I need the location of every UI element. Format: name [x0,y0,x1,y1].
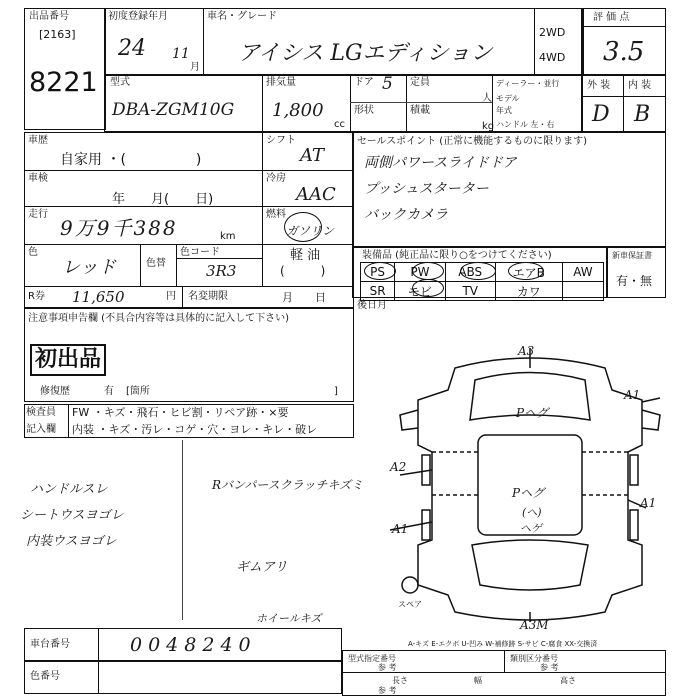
car-name-value: アイシス LGエディション [238,41,493,66]
capacity-label: 定員 [410,77,430,88]
registration-month: 11 [172,46,190,62]
mileage-unit: km [220,231,236,242]
equip-sr: SR [361,282,395,301]
lot-sub-number: [2163] [39,28,76,41]
inspector-row-1: FW ・キズ・飛石・ヒビ割・リペア跡・×要 [72,406,289,419]
equip-leather: カワ [495,282,562,301]
color-no-label: 色番号 [30,671,60,682]
car-name-label: 車名・グレード [207,11,277,22]
drive-box [534,8,584,76]
circle-abs [460,262,496,280]
equipment-label: 装備品 (純正品に限り○をつけてください) [362,250,552,261]
mark-right-mid: A1 [640,496,657,510]
repair-value: 有 [104,386,114,397]
legend: A-キズ E-エクボ U-凹み W-補修跡 S-サビ C-腐食 XX-交換済 [408,640,598,648]
mileage-value: 9万9千388 [60,216,178,240]
circle-mobile [412,279,444,297]
height-label: 高さ [560,676,576,685]
color-no-box [24,660,342,694]
ext-grade-value: D [592,102,610,127]
mark-rear-note: ヘゲ [520,522,542,535]
doors-value: 5 [382,74,393,94]
load-label: 積載 [410,105,430,116]
displacement-value: 1,800 [272,100,324,121]
mark-hood: Pヘグ [516,406,549,420]
equip-airbag: エアB [495,263,562,282]
registration-year: 24 [118,36,146,61]
ref-2: 参 考 [540,663,559,672]
mark-front: A3 [518,344,535,358]
history-value: 自家用 ・( ) [60,152,202,168]
equip-pw: PW [395,263,445,282]
mark-roof: Pヘグ [512,486,545,500]
repair-label: 修復歴 [40,386,70,397]
dealer-line2: モデル [496,94,520,103]
warranty-value: 有・無 [616,274,653,288]
doors-label: ドア [354,77,374,88]
ac-value: AAC [296,184,336,205]
equip-empty [562,282,603,301]
warranty-label: 新車保証書 [612,251,652,260]
ref-1: 参 考 [378,663,397,672]
color-change-label: 色替 [146,258,166,269]
history-label: 車歴 [28,135,48,146]
mileage-label: 走行 [28,209,48,220]
chassis-label: 車台番号 [30,639,70,650]
lot-box [24,8,106,130]
ac-label: 冷房 [266,173,286,184]
inspection-text: 年 月( 日) [112,192,214,207]
width-label: 幅 [474,676,482,685]
first-listing-stamp: 初出品 [30,344,106,376]
mark-spare: スペア [398,600,422,609]
repair-end: ] [334,386,338,397]
dealer-line1: ディーラー・並行 [496,79,560,88]
chassis-value: 0048240 [130,634,257,656]
deadline-label: 名変期限 [188,291,228,302]
fuel-other: ( ) [280,264,326,278]
mark-roof-note: (ヘ) [522,506,542,519]
capacity-unit: 人 [482,93,492,104]
remark-left-1: ハンドルスレ [30,482,108,497]
color-code-value: 3R3 [206,262,237,280]
drive-2wd: 2WD [539,26,566,39]
mark-left-low: A1 [392,522,409,536]
score-label: 評 価 点 [593,12,630,23]
rear-seat-label: 後日月 [357,300,387,311]
recycle-unit: 円 [166,291,176,302]
shift-label: シフト [266,135,296,146]
selling-point-3: バックカメラ [364,207,448,223]
equip-ps: PS [361,263,395,282]
score-box [582,8,666,76]
shift-value: AT [300,145,325,166]
class-label: 類別区分番号 [510,654,558,663]
length-label: 長さ [392,676,408,685]
fuel-label: 燃料 [266,209,286,220]
remark-left-3: 内装ウスヨゴレ [26,534,117,549]
deadline-text: 月 日 [282,291,326,304]
fuel-gasoline: ガソリン [286,224,335,238]
selling-point-1: 両側パワースライドドア [364,155,517,171]
shape-label: 形状 [354,105,374,116]
fuel-diesel: 軽 油 [290,248,321,263]
ext-grade-label: 外 装 [587,80,611,91]
drive-4wd: 4WD [539,51,566,64]
mark-rear: A3M [520,618,549,632]
equip-abs: ABS [445,263,495,282]
notes-label: 注意事項申告欄 (不具合内容等は具体的に記入して下さい) [28,313,289,324]
recycle-label: R券 [28,291,45,302]
circle-pw [412,262,444,280]
equip-aw: AW [562,263,603,282]
recycle-value: 11,650 [72,288,125,306]
registration-label: 初度登録年月 [108,11,168,22]
int-grade-label: 内 装 [628,80,652,91]
load-unit: kg [482,121,495,132]
score-value: 3.5 [603,37,645,67]
remark-right-1: Rバンパースクラッチキズミ [212,478,364,492]
color-code-label: 色コード [180,247,220,258]
dealer-line4: ハンドル 左・右 [496,120,555,129]
inspector-label-1: 検査員 [26,407,56,418]
selling-point-2: プッシュスターター [364,181,489,197]
circle-ps [364,262,396,280]
displacement-label: 排気量 [266,77,296,88]
mark-front-right: A1 [624,388,641,402]
type-label: 型式指定番号 [348,654,396,663]
equip-tv: TV [445,282,495,301]
repair-place: [箇所 [126,386,150,397]
inspector-row-2: 内装 ・キズ・汚レ・コゲ・穴・ヨレ・キレ・破レ [72,423,318,436]
remark-right-3: ホイールキズ [256,612,322,625]
remark-right-2: ギムアリ [236,560,288,575]
registration-month-unit: 月 [190,62,200,73]
lot-label: 出品番号 [29,11,69,22]
circle-airbag [508,262,544,280]
mark-left-mid: A2 [390,460,407,474]
inspector-label-2: 記入欄 [26,424,56,435]
color-label: 色 [28,247,38,258]
lot-number: 8221 [29,67,98,98]
ref-3: 参 考 [378,686,397,695]
int-grade-value: B [634,102,651,127]
inspection-label: 車検 [28,173,48,184]
color-value: レッド [62,257,116,278]
model-value: DBA-ZGM10G [112,100,235,120]
displacement-unit: cc [334,119,345,130]
selling-points-label: セールスポイント (正常に機能するものに限ります) [357,136,588,147]
fuel-gasoline-circle [284,212,322,242]
equip-mobile: モビ [395,282,445,301]
model-label: 型式 [110,77,130,88]
remark-left-2: シートウスヨゴレ [20,508,124,523]
dealer-line3: 年式 [496,106,512,115]
